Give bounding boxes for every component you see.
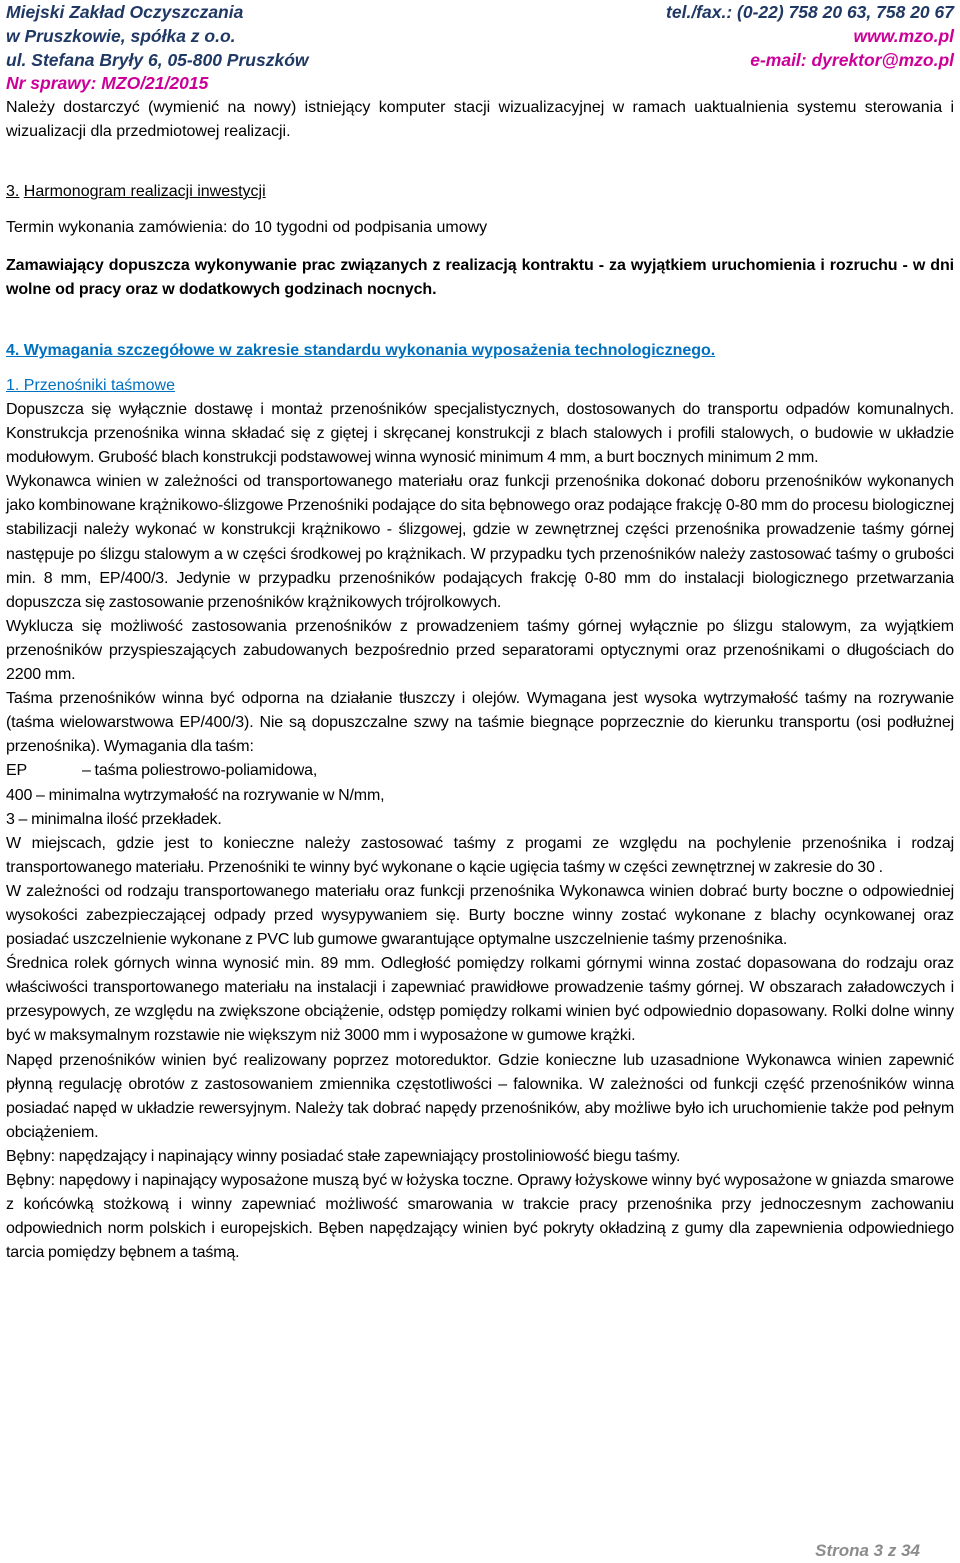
paragraph-drums-2: Bębny: napędowy i napinający wyposażone muszą być w łożyska toczne. Oprawy łożyskowe winny być wyposażone w gniazda smarowe z końcówką stożkową i winny zapewniać możliwość smarowania w trakcie pracy przenośnika przy jednoczesnym zachowaniu odpowiednich norm polskich i europejskich. Bęben napędzający winien być pokryty okładziną z gumy dla zapewnienia odpowiedniego tarcia pomiędzy bębnem a taśmą. xyxy=(6,1172,954,1262)
legend-item xyxy=(6,808,954,832)
legend-term: EP xyxy=(6,762,28,780)
legend-item xyxy=(6,784,954,808)
page-number: Strona 3 z 34 xyxy=(815,1541,920,1560)
paragraph-construction-c: Grubość blach konstrukcji podstawowej winna wynosić minimum 4 mm, a burt bocznych minimum 2 mm. xyxy=(94,449,819,467)
section-3-deadline: Termin wykonania zamówienia: do 10 tygodni od podpisania umowy xyxy=(6,219,488,236)
legend-desc: – taśma poliestrowo-poliamidowa, xyxy=(82,762,318,780)
section-3-note: Zamawiający dopuszcza wykonywanie prac związanych z realizacją kontraktu - za wyjątkiem uruchomienia i rozruchu - w dni wolne od pracy oraz w dodatkowych godzinach nocnych. xyxy=(6,257,954,299)
paragraph-exclusion: Wyklucza się możliwość zastosowania przenośników z prowadzeniem taśmy górnej wyłącznie po ślizgu stalowym, za wyjątkiem przenośników przyspieszających zabudowanych bezpośrednio przed separatorami optycznymi oraz przenośnikami o długościach do 2200 mm. xyxy=(6,617,954,684)
paragraph-drums-1: Bębny: napędzający i napinający winny posiadać stałe zapewniający prostoliniowość biegu taśmy. xyxy=(6,1147,681,1165)
section-3-number: 3. xyxy=(6,183,20,200)
legend-term: 400 xyxy=(6,786,33,804)
case-number: Nr sprawy: MZO/21/2015 xyxy=(6,73,209,93)
company-email-link[interactable]: e-mail: dyrektor@mzo.pl xyxy=(750,50,954,70)
company-phone: tel./fax.: (0-22) 758 20 63, 758 20 67 xyxy=(666,2,954,22)
legend-desc: – minimalna wytrzymałość na rozrywanie w N/mm, xyxy=(36,786,385,804)
company-address: ul. Stefana Bryły 6, 05-800 Pruszków xyxy=(6,50,309,70)
section-4-heading: 4. Wymagania szczegółowe w zakresie standardu wykonania wyposażenia technologicznego. xyxy=(6,342,716,359)
legend-item xyxy=(6,759,954,783)
company-website-link[interactable]: www.mzo.pl xyxy=(853,26,954,46)
subsection-1-heading: 1. Przenośniki taśmowe xyxy=(6,377,175,394)
legend-term: 3 xyxy=(6,810,15,828)
section-3-heading xyxy=(6,180,954,204)
paragraph-construction xyxy=(6,398,954,470)
paragraph-cleats: W miejscach, gdzie jest to konieczne należy zastosować taśmy z progami ze względu na pochylenie przenośnika i rodzaj transportowanego materiału. Przenośniki te winny być wykonane o kącie ugięcia taśmy w części zewnętrznej w zakresie do 30 . xyxy=(6,834,954,876)
paragraph-rollers: Średnica rolek górnych winna wynosić min. 89 mm. Odległość pomiędzy rolkami górnymi winna zostać dopasowana do rodzaju oraz właściwości transportowanego materiału na instalacji i zapewniać prawidłowe prowadzenie taśmy górnej. W obszarach załadowczych i przesypowych, ze względu na zwiększone obciążenie, odstęp pomiędzy rolkami winien być odpowiednio dopasowany. Rolki dolne winny być w maksymalnym rozstawie nie większym niż 3000 mm i wyposażone w gumowe krążki. xyxy=(6,955,954,1045)
paragraph-belt-requirements: Taśma przenośników winna być odporna na działanie tłuszczy i olejów. Wymagana jest wysoka wytrzymałość taśmy na rozrywanie (taśma wielowarstwowa EP/400/3). Nie są dopuszczalne szwy na taśmie biegnące poprzecznie do kierunku transportu (osi podłużnej przenośnika). Wymagania dla taśm: xyxy=(6,690,954,756)
company-location: w Pruszkowie, spółka z o.o. xyxy=(6,26,236,46)
intro-paragraph: Należy dostarczyć (wymienić na nowy) istniejący komputer stacji wizualizacyjnej w ramach uaktualnienia systemu sterowania i wizualizacji dla przedmiotowej realizacji. xyxy=(6,99,954,141)
paragraph-side-walls: W zależności od rodzaju transportowanego materiału oraz funkcji przenośnika Wykonawca winien dobrać burty boczne o odpowiedniej wysokości zabezpieczającej odpady przed wysypywaniem się. Burty boczne winny zostać wykonane z blachy ocynkowanej oraz posiadać uszczelnienie wykonane z PVC lub gumowe gwarantujące optymalne uszczelnienie taśmy przenośnika. xyxy=(6,882,954,949)
paragraph-conveyor-selection: Wykonawca winien w zależności od transportowanego materiału oraz funkcji przenośnika dokonać doboru przenośników wykonanych jako kombinowane krążnikowo-ślizgowe Przenośniki podające do sita bębnowego oraz podające frakcję 0-80 mm do procesu biologicznej stabilizacji należy wykonać w konstrukcji krążnikowo - ślizgowej, gdzie w zewnętrznej części przenośnika prowadzenie taśmy górnej następuje po ślizgu stalowym a w części środkowej po krążnikach. W przypadku tych przenośników należy zastosować taśmy o grubości min. 8 mm, EP/400/3. Jedynie w przypadku przenośników podających frakcję 0-80 mm do instalacji biologicznego przetwarzania dopuszcza się zastosowanie przenośników krążnikowych trójrolkowych. xyxy=(6,473,954,611)
paragraph-construction-b: Konstrukcja przenośnika winna składać się z giętej i skręcanej konstrukcji z blach stalowych i profili stalowych, o budowie w układzie modułowym. xyxy=(6,425,954,467)
legend-desc: – minimalna ilość przekładek. xyxy=(18,810,222,828)
section-4-body xyxy=(6,398,954,1265)
paragraph-drive: Napęd przenośników winien być realizowany poprzez motoreduktor. Gdzie konieczne lub uzasadnione Wykonawca winien zapewnić płynną regulację obrotów z zastosowaniem zmiennika częstotliwości – falownika. W zależności od funkcji część przenośników winna posiadać napęd w układzie rewersyjnym. Należy tak dobrać napędy przenośników, aby możliwe było ich uruchomienie także pod pełnym obciążeniem. xyxy=(6,1051,954,1141)
company-name: Miejski Zakład Oczyszczania xyxy=(6,2,244,22)
section-3-title: Harmonogram realizacji inwestycji xyxy=(23,183,266,200)
paragraph-construction-a: Dopuszcza się wyłącznie dostawę i montaż przenośników specjalistycznych, dostosowanych do transportu odpadów komunalnych. xyxy=(6,401,954,418)
